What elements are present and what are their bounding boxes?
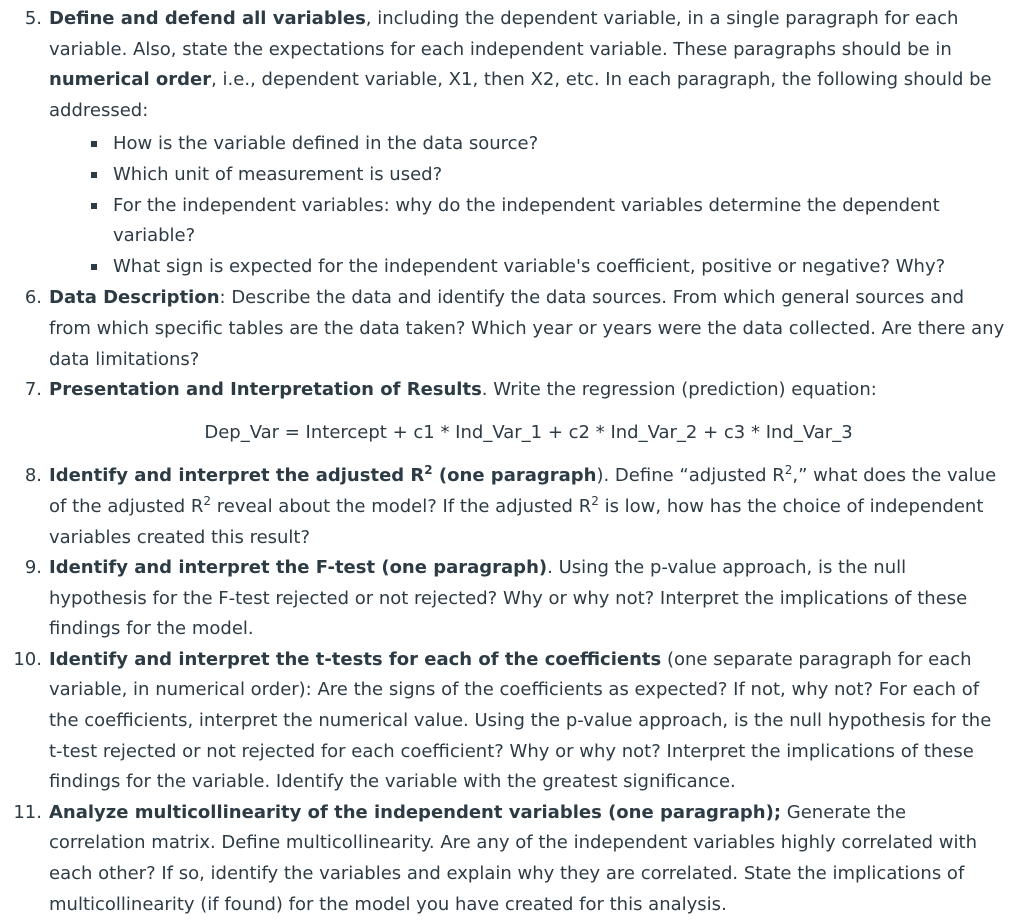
list-item-7: [4, 375, 1008, 461]
list-item-10: [4, 645, 1008, 798]
list-item-11: [4, 798, 1008, 920]
list-item-5: [4, 4, 1008, 283]
bullet-item: Which unit of measurement is used?: [89, 160, 1008, 191]
item-body: Identify and interpret the t-tests for each of the coefficients (one separate paragraph for each variable, in numerical order): Are the signs of the coefficients as expected? If not, why not? For each of the coefficients, interpret the numerical value. Using the p-value approach, is the null hypothesis for the t-test rejected or not rejected for each coefficient? Why or why not? Interpret the implications of these findings for the variable. Identify the variable with the greatest significance.: [49, 648, 992, 793]
item-body: [43, 4, 1008, 283]
superscript: 2: [203, 493, 212, 508]
item-heading: Define and defend all variables: [49, 8, 366, 29]
item-number: 6.: [24, 287, 42, 309]
item-body: Identify and interpret the F-test (one paragraph). Using the p-value approach, is the null hypothesis for the F-test rejected or not rejected? Why or why not? Interpret the implications of these findings for the model.: [49, 557, 968, 640]
emphasis: numerical order: [49, 69, 212, 91]
item-number: 11.: [13, 801, 42, 823]
superscript: 2: [424, 463, 433, 478]
item-heading: Data Description: [49, 287, 220, 309]
item-body: Data Description: Describe the data and identify the data sources. From which general sources and from which specific tables are the data taken? Which year or years were the data collected. Are there any data limitations?: [49, 287, 1005, 370]
item-number: 9.: [24, 557, 42, 579]
item-heading: Identify and interpret the t-tests for each of the coefficients: [49, 648, 662, 670]
item-heading: Presentation and Interpretation of Results: [49, 379, 482, 401]
bullet-item: For the independent variables: why do the independent variables determine the dependent variable?: [89, 191, 1008, 252]
bullet-item: How is the variable defined in the data source?: [89, 129, 1008, 160]
item-paragraph: Define and defend all variables, including the dependent variable, in a single paragraph for each variable. Also, state the expectations for each independent variable. These paragraphs should be in numerical order, i.e., dependent variable, X1, then X2, etc. In each paragraph, the following should be addressed:: [49, 8, 992, 121]
regression-equation: Dep_Var = Intercept + c1 * Ind_Var_1 + c2 * Ind_Var_2 + c3 * Ind_Var_3: [204, 421, 853, 443]
item-heading: Identify and interpret the F-test (one paragraph): [49, 557, 548, 579]
superscript: 2: [784, 463, 793, 478]
list-item-6: [4, 283, 1008, 375]
item-body: Presentation and Interpretation of Results. Write the regression (prediction) equation: Dep_Var = Intercept + c1 * Ind_Var_1 + c2 * Ind_Var_2 + c3 * Ind_Var_3: [43, 375, 1008, 461]
item-body: Identify and interpret the adjusted $R^2$ (one paragraph). Define “adjusted $R^2$,” what does the value of the adjusted $R^2$ reveal about the model? If the adjusted $R^2$ is low, how has the choice of independent variables created this result?: [49, 463, 997, 548]
item-heading: Analyze multicollinearity of the independent variables (one paragraph);: [49, 801, 782, 823]
item-number: 8.: [24, 465, 42, 487]
item-number: 5.: [24, 8, 42, 29]
bullet-item: What sign is expected for the independent variable's coefficient, positive or negative? Why?: [89, 252, 1008, 283]
item-number: 10.: [13, 648, 42, 670]
item-body: Analyze multicollinearity of the independent variables (one paragraph); Generate the correlation matrix. Define multicollinearity. Are any of the independent variables highly correlated with each other? If so, identify the variables and explain why they are correlated. State the implications of multicollinearity (if found) for the model you have created for this analysis.: [49, 801, 977, 915]
bullet-list: [49, 129, 1008, 282]
superscript: 2: [591, 493, 599, 508]
item-heading: Identify and interpret the adjusted $R^2$ (one paragraph: [49, 463, 597, 487]
list-item-8: [4, 461, 1008, 553]
list-item-9: [4, 553, 1008, 645]
item-number: 7.: [24, 379, 42, 401]
